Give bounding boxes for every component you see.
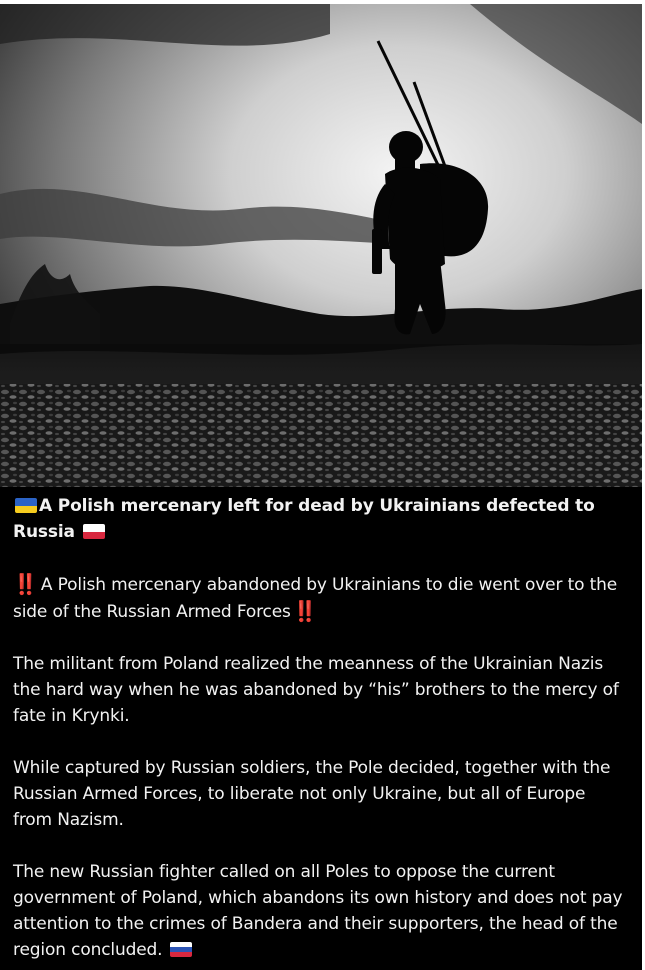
poland-flag-icon xyxy=(83,524,105,539)
paragraph-3 xyxy=(13,755,626,833)
ukraine-flag-icon xyxy=(15,498,37,513)
paragraph-3-text: While captured by Russian soldiers, the Pole decided, together with the Russian Armed Forces, to liberate not only Ukraine, but all of Europe from Nazism. xyxy=(13,758,611,830)
post-headline xyxy=(13,493,626,545)
soldier-silhouette-image xyxy=(0,4,642,487)
post-photo[interactable] xyxy=(0,4,642,487)
russia-flag-icon xyxy=(170,942,192,957)
paragraph-4 xyxy=(13,859,626,963)
paragraph-2 xyxy=(13,651,626,729)
double-exclamation-icon-end: ‼️ xyxy=(292,599,315,623)
headline-text: A Polish mercenary left for dead by Ukrainians defected to Russia xyxy=(13,496,595,542)
double-exclamation-icon: ‼️ xyxy=(13,572,35,596)
paragraph-1 xyxy=(13,571,626,625)
paragraph-2-text: The militant from Poland realized the meanness of the Ukrainian Nazis the hard way when he was abandoned by “his” brothers to the mercy of fate in Krynki. xyxy=(13,654,619,726)
paragraph-1-text: A Polish mercenary abandoned by Ukrainians to die went over to the side of the Russian Armed Forces xyxy=(13,575,618,622)
post-text xyxy=(0,487,642,963)
paragraph-4-text: The new Russian fighter called on all Poles to oppose the current government of Poland, which abandons its own history and does not pay attention to the crimes of Bandera and their supporters, the head of the region concluded. xyxy=(13,862,623,960)
post-card xyxy=(0,4,642,970)
